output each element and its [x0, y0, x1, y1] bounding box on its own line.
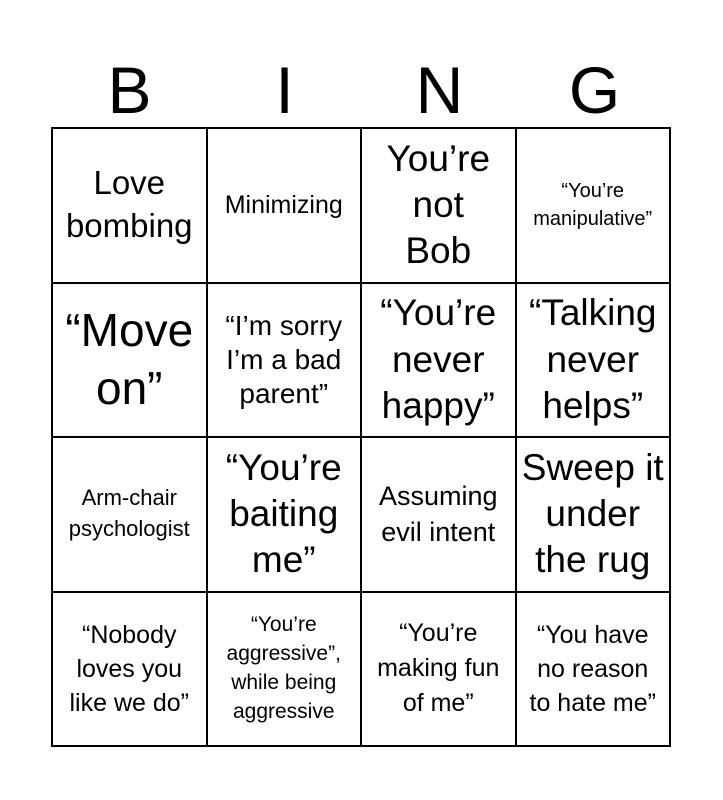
cell-text: “You’re manipulative”: [533, 180, 653, 231]
header-letter-g: G: [568, 53, 621, 127]
bingo-cell[interactable]: [362, 593, 517, 748]
cell-text: Love bombing: [65, 164, 193, 245]
bingo-board: [51, 127, 671, 747]
cell-text: “You’re never happy”: [380, 292, 497, 426]
cell-text: “Move on”: [65, 304, 194, 414]
bingo-cell[interactable]: [362, 438, 517, 593]
cell-text: Arm-chair psychologist: [68, 485, 190, 542]
cell-text: “I’m sorry I’m a bad parent”: [225, 309, 343, 409]
bingo-header: [52, 52, 672, 128]
bingo-cell[interactable]: [208, 593, 363, 748]
bingo-cell[interactable]: [517, 593, 672, 748]
bingo-cell[interactable]: [362, 284, 517, 439]
cell-text: “You’re baiting me”: [225, 446, 342, 581]
cell-text: Assuming evil intent: [378, 480, 498, 548]
bingo-cell[interactable]: [517, 129, 672, 284]
cell-text: “You have no reason to hate me”: [529, 620, 656, 717]
bingo-cell[interactable]: [362, 129, 517, 284]
header-letter-n: N: [415, 53, 464, 127]
bingo-cell[interactable]: [53, 593, 208, 748]
cell-text: “You’re aggressive”, while being aggressive: [226, 612, 341, 723]
cell-text: “You’re making fun of me”: [377, 619, 500, 718]
cell-text: Sweep it under the rug: [521, 446, 664, 581]
bingo-cell[interactable]: [53, 438, 208, 593]
header-letter-b: B: [107, 53, 152, 127]
bingo-cell[interactable]: [53, 284, 208, 439]
bingo-cell[interactable]: [517, 284, 672, 439]
bingo-cell[interactable]: [517, 438, 672, 593]
bingo-cell[interactable]: [208, 284, 363, 439]
bingo-cell[interactable]: [53, 129, 208, 284]
cell-text: Minimizing: [224, 190, 343, 219]
cell-text: You’re not Bob: [386, 137, 491, 272]
bingo-cell[interactable]: [208, 438, 363, 593]
bingo-cell[interactable]: [208, 129, 363, 284]
cell-text: “Nobody loves you like we do”: [69, 620, 189, 717]
header-letter-i: I: [275, 53, 294, 127]
cell-text: “Talking never helps”: [529, 292, 657, 426]
